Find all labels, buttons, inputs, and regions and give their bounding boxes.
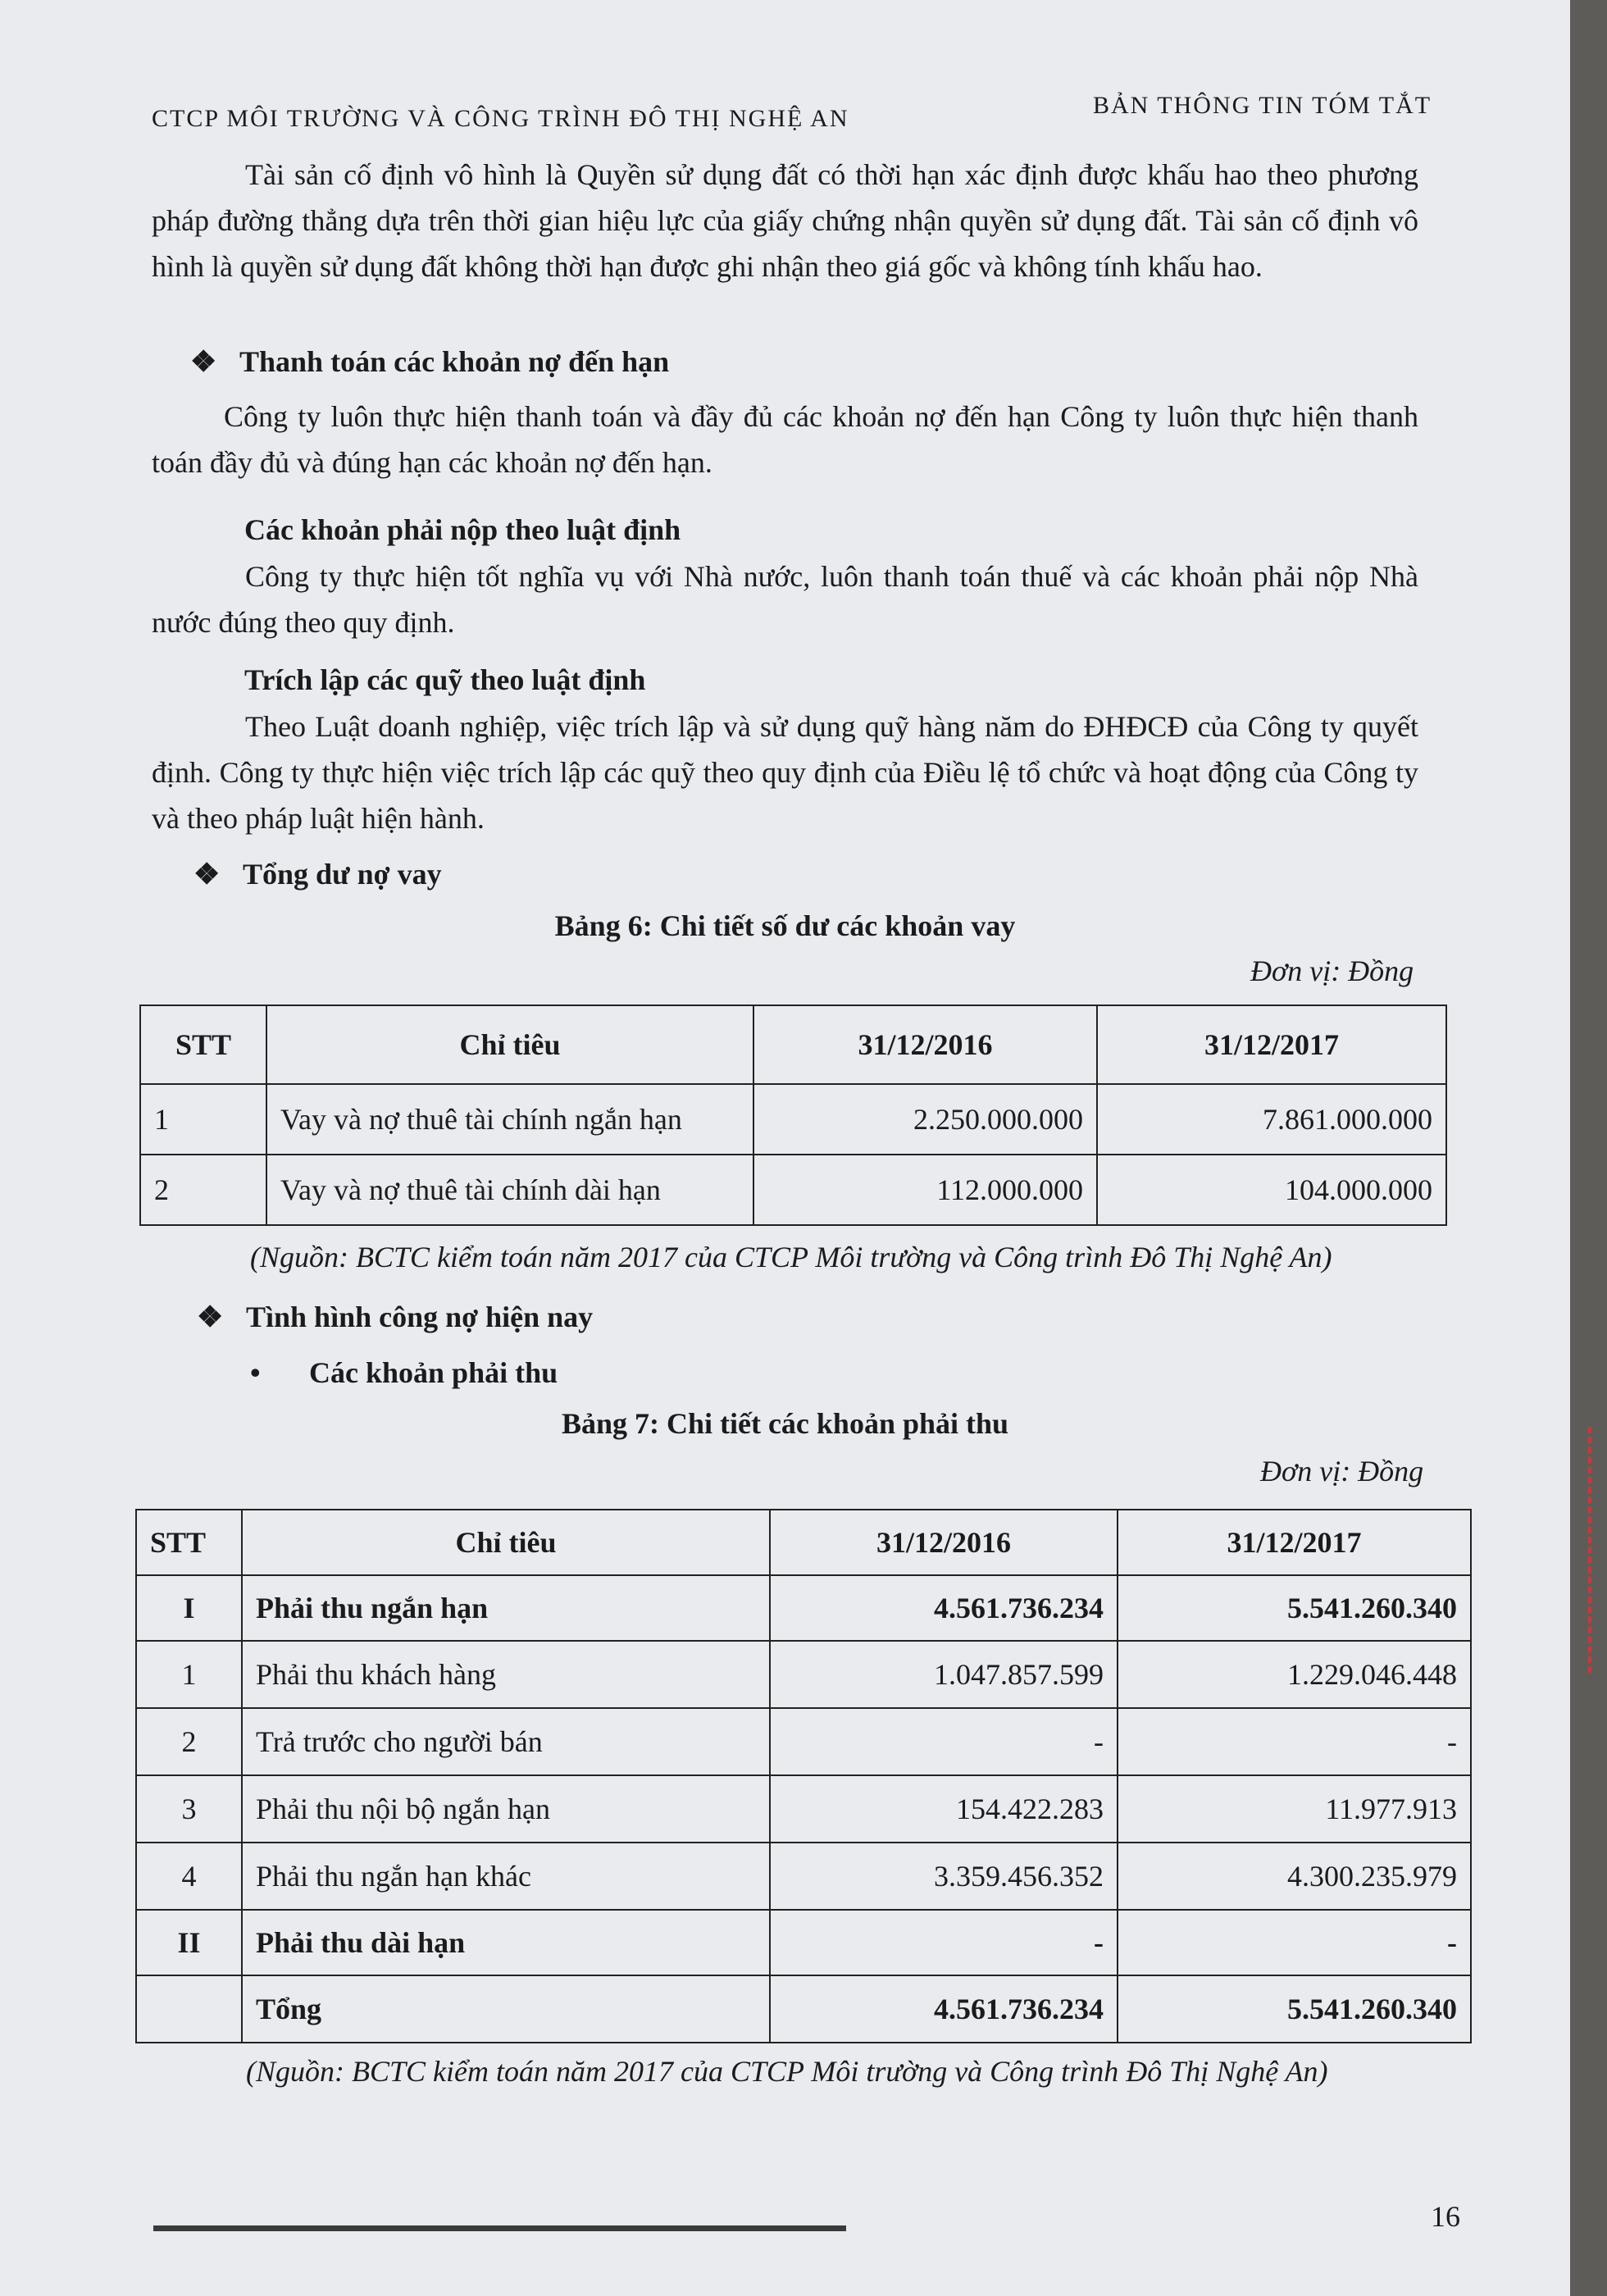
funds-paragraph: Theo Luật doanh nghiệp, việc trích lập và sử dụng quỹ hàng năm do ĐHĐCĐ của Công ty quyết định. Công ty thực hiện việc trích lập các quỹ theo quy định của Điều lệ tổ chức và hoạt động của Công ty và theo pháp luật hiện hành. xyxy=(152,710,1418,835)
intro-text: Tài sản cố định vô hình là Quyền sử dụng đất có thời hạn xác định được khấu hao theo phương pháp đường thẳng dựa trên thời gian hiệu lực của giấy chứng nhận quyền sử dụng đất. Tài sản cố định vô hình là quyền sử dụng đất không thời hạn được ghi nhận theo giá gốc và không tính khấu hao. xyxy=(152,158,1418,283)
table7-header-item: Chỉ tiêu xyxy=(242,1510,770,1575)
table6-unit: Đơn vị: Đồng xyxy=(1250,954,1414,987)
dot-bullet-icon: • xyxy=(250,1356,261,1389)
table6-header-2016: 31/12/2016 xyxy=(753,1005,1097,1084)
header-company: CTCP MÔI TRƯỜNG VÀ CÔNG TRÌNH ĐÔ THỊ NGHỆ AN xyxy=(152,105,849,132)
table7-header-stt: STT xyxy=(136,1510,242,1575)
bullet-receivables: • Các khoản phải thu xyxy=(250,1356,558,1389)
diamond-bullet-icon: ❖ xyxy=(197,1301,224,1333)
table-row: 1 Vay và nợ thuê tài chính ngắn hạn 2.250.000.000 7.861.000.000 xyxy=(140,1084,1446,1155)
heading-funds: Trích lập các quỹ theo luật định xyxy=(244,663,646,696)
statutory-payables-paragraph: Công ty thực hiện tốt nghĩa vụ với Nhà nước, luôn thanh toán thuế và các khoản phải nộp Nhà nước đúng theo quy định. xyxy=(152,560,1418,639)
table6-header-2017: 31/12/2017 xyxy=(1097,1005,1446,1084)
heading-statutory-payables: Các khoản phải nộp theo luật định xyxy=(244,513,681,546)
table6-header-item: Chỉ tiêu xyxy=(266,1005,753,1084)
table7-caption: Bảng 7: Chi tiết các khoản phải thu xyxy=(561,1407,1009,1440)
diamond-bullet-icon: ❖ xyxy=(193,858,221,891)
table-row: I Phải thu ngắn hạn 4.561.736.234 5.541.260.340 xyxy=(136,1575,1471,1641)
table6-caption: Bảng 6: Chi tiết số dư các khoản vay xyxy=(554,909,1016,942)
intro-paragraph xyxy=(152,152,1418,289)
page-edge-shadow xyxy=(1570,0,1607,2296)
table-row: 2 Vay và nợ thuê tài chính dài hạn 112.000.000 104.000.000 xyxy=(140,1155,1446,1225)
table-row: 2 Trả trước cho người bán - - xyxy=(136,1708,1471,1775)
table-row: 4 Phải thu ngắn hạn khác 3.359.456.352 4.300.235.979 xyxy=(136,1843,1471,1910)
table6 xyxy=(139,1004,1447,1226)
table-row-total: Tổng 4.561.736.234 5.541.260.340 xyxy=(136,1975,1471,2043)
heading-debt-payment: ❖ Thanh toán các khoản nợ đến hạn xyxy=(190,345,670,378)
red-stamp-mark xyxy=(1588,1427,1596,1673)
table7-unit: Đơn vị: Đồng xyxy=(1260,1455,1424,1487)
table-row: 1 Phải thu khách hàng 1.047.857.599 1.229.046.448 xyxy=(136,1641,1471,1708)
heading-total-debt: ❖ Tổng dư nợ vay xyxy=(193,858,442,891)
diamond-bullet-icon: ❖ xyxy=(190,345,217,378)
table7-source: (Nguồn: BCTC kiểm toán năm 2017 của CTCP Môi trường và Công trình Đô Thị Nghệ An) xyxy=(246,2055,1328,2088)
table7-header-2016: 31/12/2016 xyxy=(770,1510,1118,1575)
debt-payment-paragraph: Công ty luôn thực hiện thanh toán và đầy đủ các khoản nợ đến hạn Công ty luôn thực hiện thanh toán đầy đủ và đúng hạn các khoản nợ đến hạn. xyxy=(152,400,1418,479)
page-number: 16 xyxy=(1431,2200,1460,2233)
table7 xyxy=(135,1509,1472,2043)
header-doc-title: BẢN THÔNG TIN TÓM TẮT xyxy=(1093,92,1432,119)
table6-header-stt: STT xyxy=(140,1005,266,1084)
heading-current-debt: ❖ Tình hình công nợ hiện nay xyxy=(197,1301,594,1333)
table-row: II Phải thu dài hạn - - xyxy=(136,1910,1471,1975)
table6-source: (Nguồn: BCTC kiểm toán năm 2017 của CTCP Môi trường và Công trình Đô Thị Nghệ An) xyxy=(250,1241,1332,1273)
table7-header-2017: 31/12/2017 xyxy=(1118,1510,1471,1575)
table-row: 3 Phải thu nội bộ ngắn hạn 154.422.283 11.977.913 xyxy=(136,1775,1471,1843)
footer-divider xyxy=(153,2225,846,2231)
